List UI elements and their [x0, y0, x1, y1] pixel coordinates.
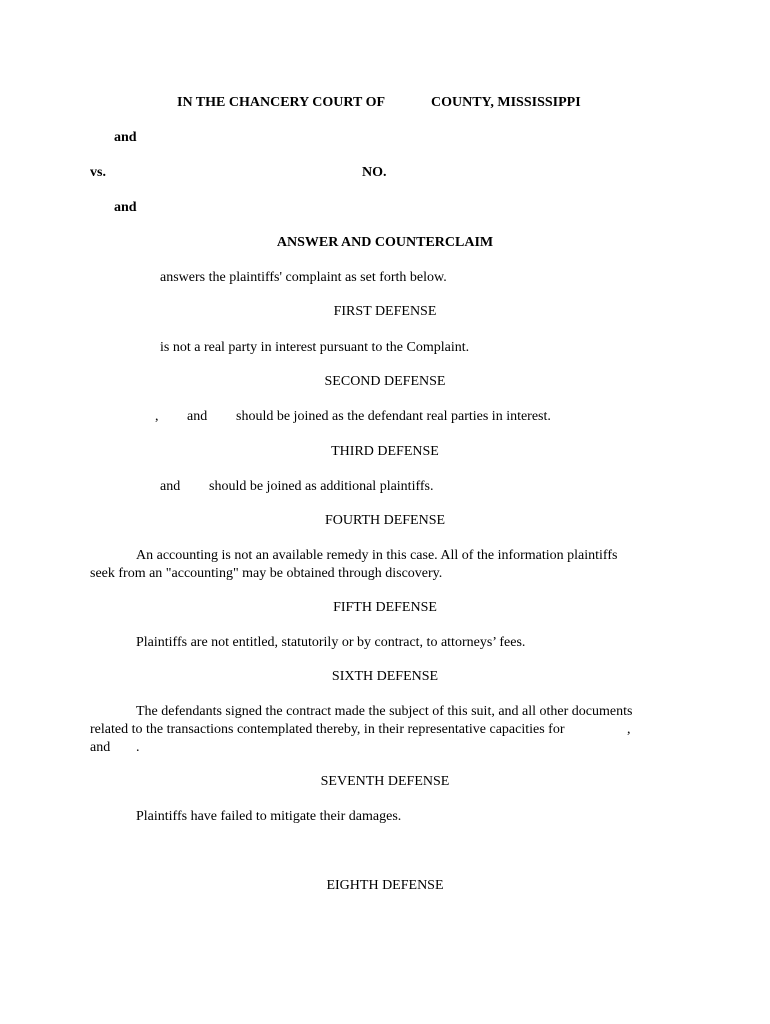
- first-defense-text: is not a real party in interest pursuant to the Complaint.: [160, 340, 470, 355]
- fourth-defense-line-2: seek from an "accounting" may be obtained through discovery.: [90, 566, 443, 581]
- second-defense-text: should be joined as the defendant real parties in interest.: [236, 409, 551, 424]
- document-title: ANSWER AND COUNTERCLAIM: [276, 235, 494, 250]
- fifth-defense-text: Plaintiffs are not entitled, statutorily or by contract, to attorneys’ fees.: [136, 635, 526, 650]
- seventh-defense-heading: SEVENTH DEFENSE: [320, 774, 450, 789]
- second-defense-comma: ,: [155, 409, 159, 424]
- third-defense-text: should be joined as additional plaintiffs.: [209, 479, 434, 494]
- seventh-defense-text: Plaintiffs have failed to mitigate their damages.: [136, 809, 402, 824]
- sixth-defense-heading: SIXTH DEFENSE: [331, 669, 439, 684]
- sixth-defense-line-3-period: .: [136, 740, 140, 755]
- versus: vs.: [90, 165, 106, 180]
- plaintiffs-and: and: [114, 130, 137, 145]
- intro-paragraph: answers the plaintiffs' complaint as set forth below.: [160, 270, 447, 285]
- second-defense-heading: SECOND DEFENSE: [324, 374, 446, 389]
- fourth-defense-heading: FOURTH DEFENSE: [324, 513, 446, 528]
- second-defense-and: and: [187, 409, 208, 424]
- sixth-defense-line-2-comma: ,: [627, 722, 631, 737]
- third-defense-heading: THIRD DEFENSE: [331, 444, 439, 459]
- case-number-label: NO.: [362, 165, 387, 180]
- first-defense-heading: FIRST DEFENSE: [333, 304, 437, 319]
- sixth-defense-line-1: The defendants signed the contract made the subject of this suit, and all other documents: [136, 704, 633, 719]
- defendants-and: and: [114, 200, 137, 215]
- court-suffix: COUNTY, MISSISSIPPI: [431, 95, 581, 110]
- sixth-defense-line-3-and: and: [90, 740, 111, 755]
- court-prefix: IN THE CHANCERY COURT OF: [177, 95, 386, 110]
- sixth-defense-line-2: related to the transactions contemplated thereby, in their representative capacities for: [90, 722, 565, 737]
- third-defense-and: and: [160, 479, 181, 494]
- fourth-defense-line-1: An accounting is not an available remedy in this case. All of the information plaintiffs: [136, 548, 618, 563]
- fifth-defense-heading: FIFTH DEFENSE: [333, 600, 437, 615]
- eighth-defense-heading: EIGHTH DEFENSE: [326, 878, 444, 893]
